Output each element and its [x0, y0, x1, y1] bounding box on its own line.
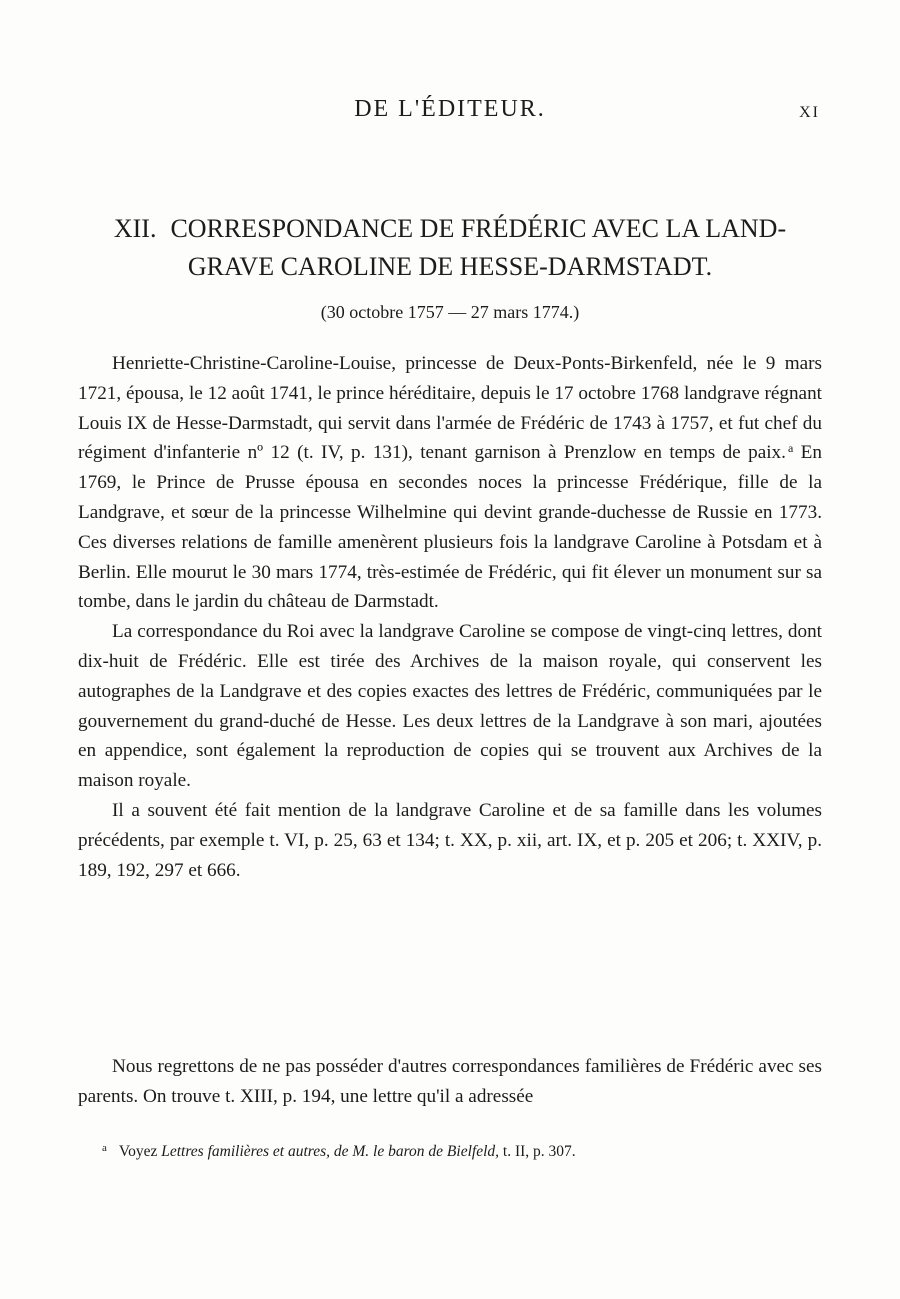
- section-number: XII.: [113, 214, 157, 243]
- footnote-suffix: t. II, p. 307.: [499, 1143, 576, 1160]
- page-number: XI: [799, 104, 820, 121]
- section-title: [100, 210, 800, 286]
- footnote: [102, 1137, 822, 1163]
- paragraph: La correspondance du Roi avec la landgrave Caroline se compose de vingt-cinq lettres, dont dix-huit de Frédéric. Elle est tirée des Archives de la maison royale, qui conservent les autographes de la Landgrave et des copies exactes des lettres de Frédéric, communiquées par le gouvernement du grand-duché de Hesse. Les deux lettres de la Landgrave à son mari, ajoutées en appendice, sont également la reproduction de copies qui se trouvent aux Archives de la maison royale.: [78, 621, 822, 792]
- running-head: DE L'ÉDITEUR.: [354, 96, 546, 122]
- footnote-cited-title: Lettres familières et autres, de M. le baron de Bielfeld,: [161, 1143, 500, 1160]
- footnote-reference[interactable]: a: [787, 441, 794, 456]
- section-dates: (30 octobre 1757 — 27 mars 1774.): [320, 302, 580, 322]
- section-title-text-1: CORRESPONDANCE DE FRÉDÉRIC AVEC LA LAND-: [170, 214, 787, 243]
- paragraph-text: Henriette-Christine-Caroline-Louise, princesse de Deux-Ponts-Birkenfeld, née le 9 mars 1721, épousa, le 12 août 1741, le prince héréditaire, depuis le 17 octobre 1768 landgrave régnant Louis IX de Hesse-Darmstadt, qui servit dans l'armée de Frédéric de 1743 à 1757, et fut chef du régiment d'infanterie nº 12 (t. IV, p. 131), tenant garnison à Prenzlow en temps de paix.: [78, 353, 822, 464]
- paragraph: Il a souvent été fait mention de la landgrave Caroline et de sa famille dans les volumes précédents, par exemple t. VI, p. 25, 63 et 134; t. XX, p. xii, art. IX, et p. 205 et 206; t. XXIV, p. 189, 192, 297 et 666.: [78, 799, 822, 881]
- closing-text: [78, 1052, 822, 1112]
- paragraph: Nous regrettons de ne pas posséder d'autres correspondances familières de Frédéric avec ses parents. On trouve t. XIII, p. 194, une lettre qu'il a adressée: [78, 1056, 822, 1107]
- main-text: [78, 349, 822, 885]
- section-title-line-1: [100, 210, 800, 248]
- paragraph: [78, 349, 822, 617]
- footnote-marker: a: [102, 1142, 107, 1154]
- footnote-prefix: Voyez: [118, 1143, 162, 1160]
- paragraph-text: En 1769, le Prince de Prusse épousa en secondes noces la princesse Frédérique, fille de la Landgrave, et sœur de la princesse Wilhelmine qui devint grande-duchesse de Russie en 1773. Ces diverses relations de famille amenèrent plusieurs fois la landgrave Caroline à Potsdam et à Berlin. Elle mourut le 30 mars 1774, très-estimée de Frédéric, qui fit élever un monument sur sa tombe, dans le jardin du château de Darmstadt.: [78, 442, 822, 613]
- section-title-line-2: GRAVE CAROLINE DE HESSE-DARMSTADT.: [187, 252, 713, 281]
